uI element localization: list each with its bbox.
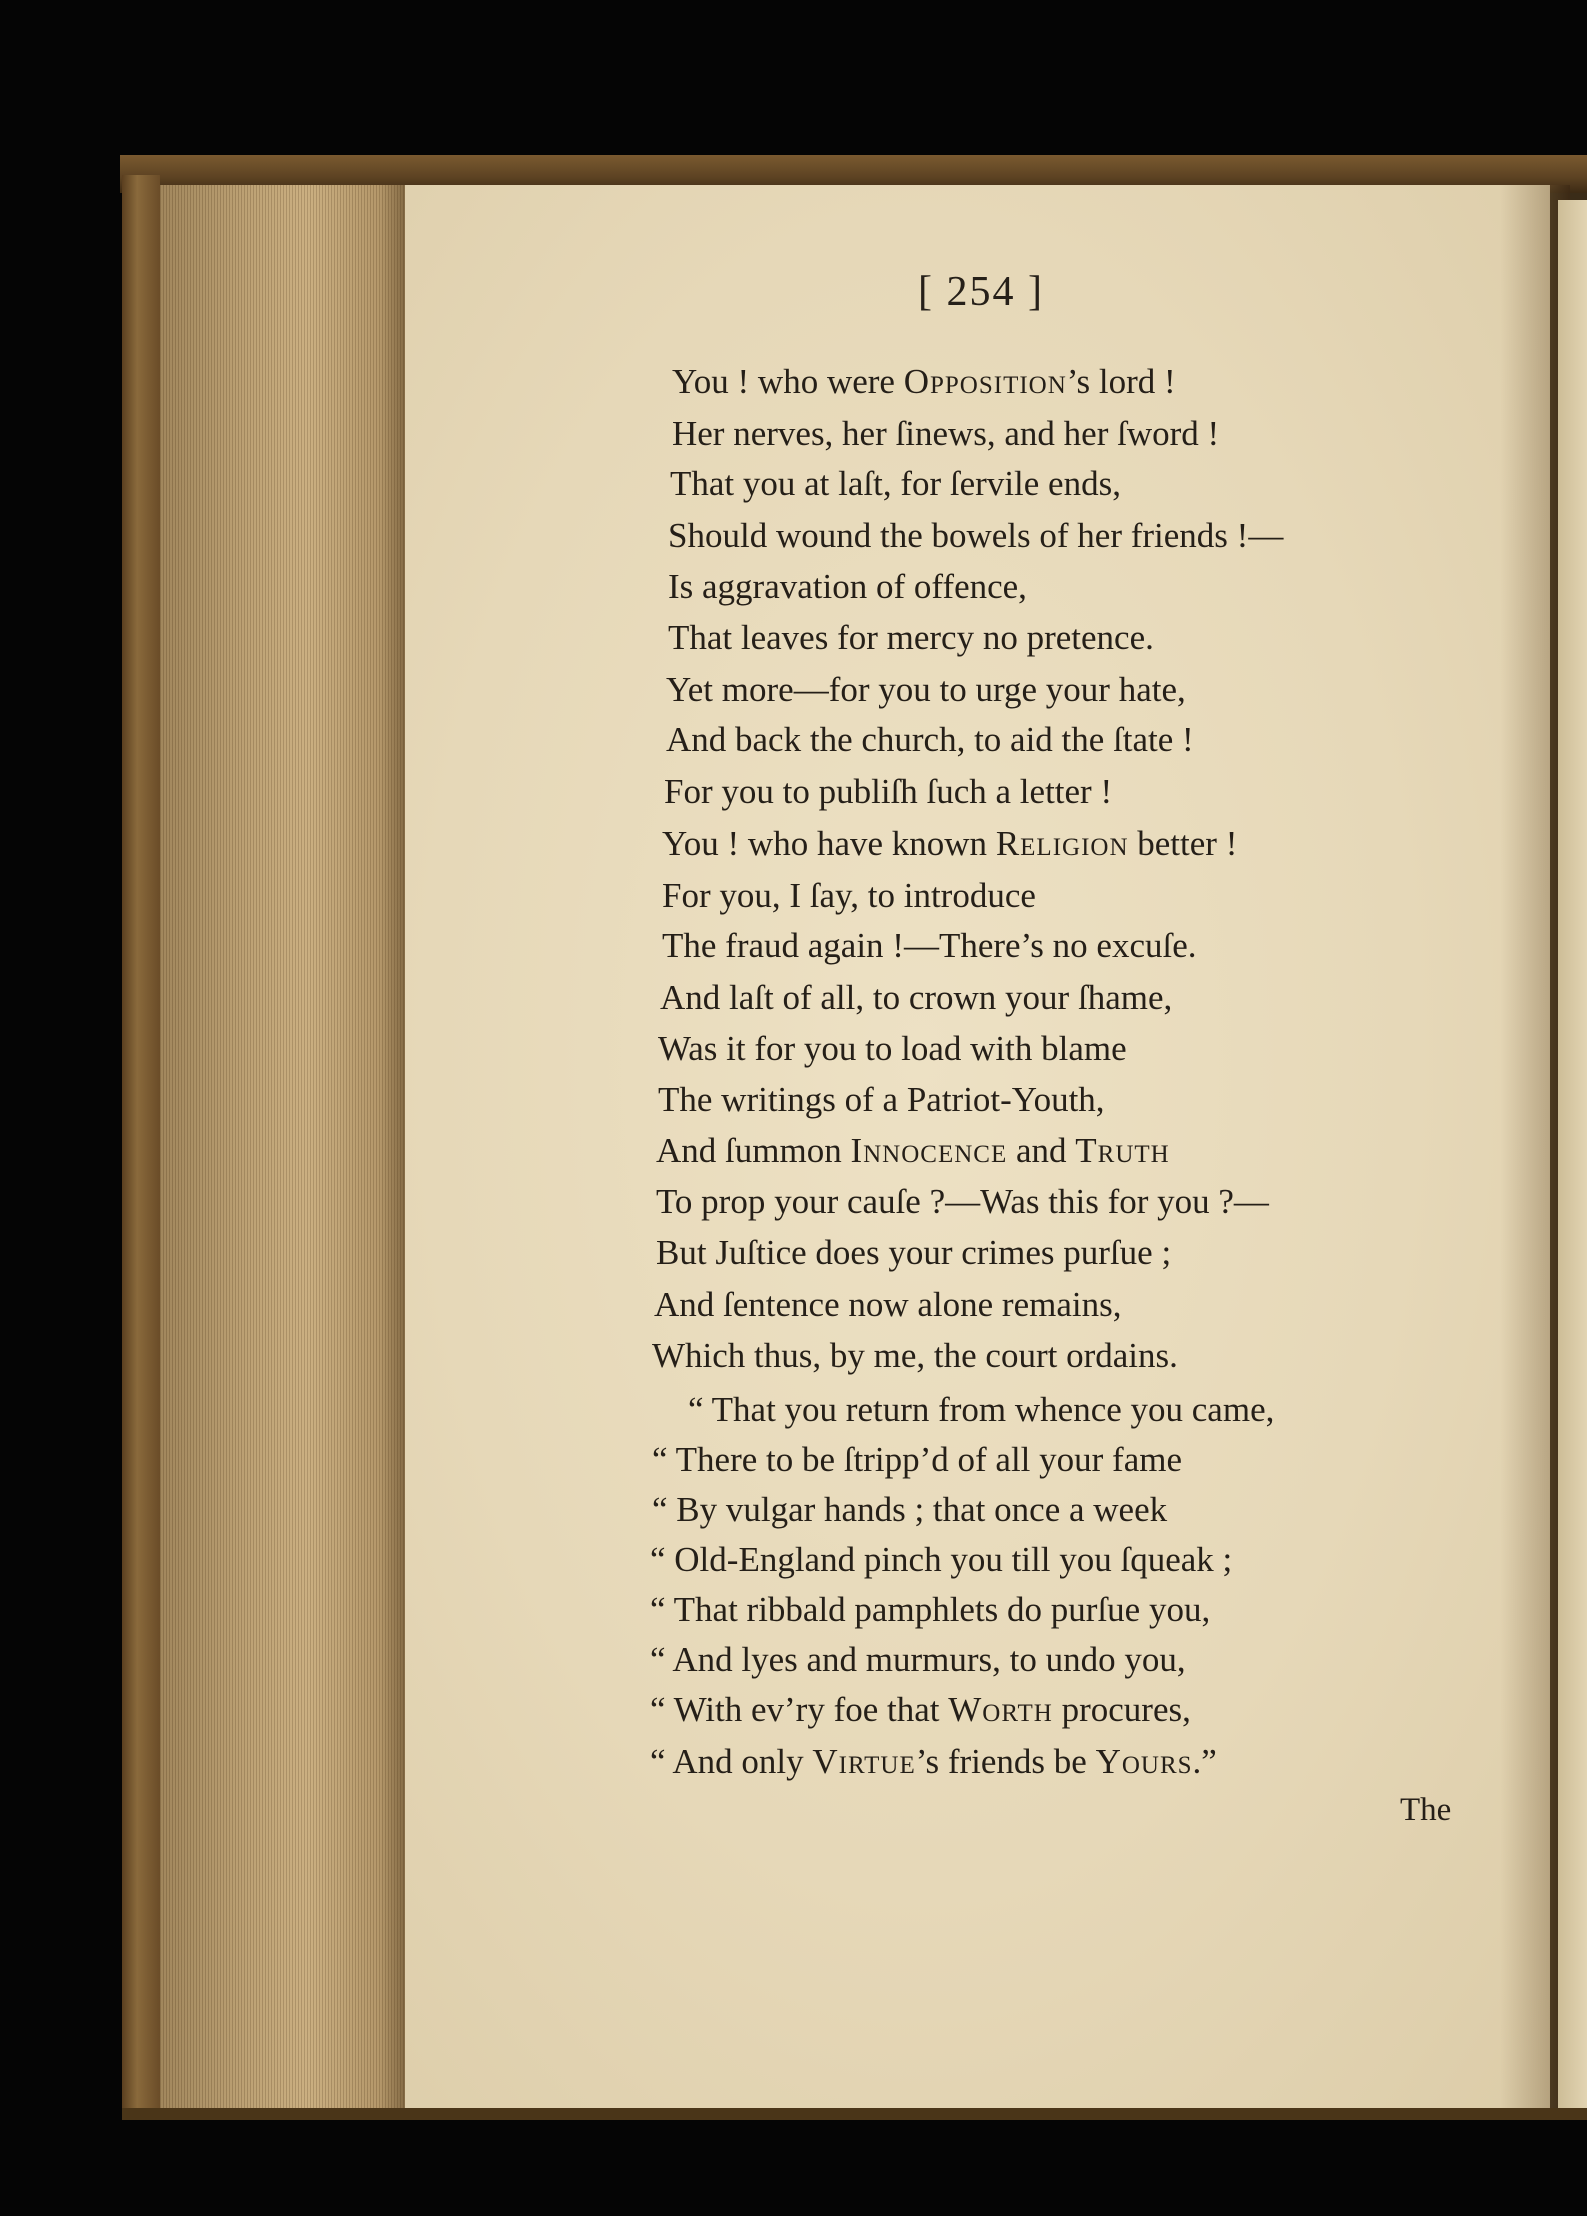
line-text: And ſummon xyxy=(656,1131,851,1170)
line-text: “ By vulgar hands ; that once a week xyxy=(652,1490,1168,1529)
line-text: To prop your cauſe ?—Was this for you ?— xyxy=(656,1182,1269,1221)
poem-line xyxy=(672,414,1219,454)
line-text: “ That you return from whence you came, xyxy=(688,1390,1275,1429)
poem-line xyxy=(666,720,1194,760)
poem-line xyxy=(662,824,1237,864)
line-text: Is aggravation of offence, xyxy=(668,567,1027,606)
poem-line xyxy=(656,1182,1269,1222)
poem-line xyxy=(650,1690,1191,1730)
line-text: Was it for you to load with blame xyxy=(658,1029,1127,1068)
line-text: “ That ribbald pamphlets do purſue you, xyxy=(650,1590,1211,1629)
poem-line xyxy=(658,1029,1127,1069)
line-text: Yet more—for you to urge your hate, xyxy=(666,670,1186,709)
poem-line xyxy=(654,1285,1121,1325)
poem-line xyxy=(652,1490,1167,1530)
line-text: Which thus, by me, the court ordains. xyxy=(652,1336,1178,1375)
poem-line xyxy=(656,1131,1170,1171)
poem-line xyxy=(662,926,1197,966)
line-text: “ There to be ſtripp’d of all your fame xyxy=(652,1440,1182,1479)
line-text: “ And lyes and murmurs, to undo you, xyxy=(650,1640,1186,1679)
poem-line xyxy=(650,1590,1210,1630)
small-caps-word: Innocence xyxy=(850,1131,1008,1170)
line-text: But Juſtice does your crimes purſue ; xyxy=(656,1233,1172,1272)
poem-line xyxy=(660,978,1172,1018)
line-text: ’s lord ! xyxy=(1066,362,1176,401)
small-caps-word: Religion xyxy=(995,824,1129,863)
poem-line xyxy=(672,362,1176,402)
poem-line xyxy=(658,1080,1105,1120)
line-text: “ And only xyxy=(650,1742,813,1781)
small-caps-word: Opposition xyxy=(903,362,1067,401)
page-number: [ 254 ] xyxy=(918,269,1044,315)
small-caps-word: Worth xyxy=(948,1690,1053,1729)
poem-line xyxy=(652,1336,1178,1376)
poem-line xyxy=(666,670,1186,710)
line-text: Should wound the bowels of her friends !— xyxy=(668,516,1284,555)
poem-line xyxy=(668,618,1154,658)
line-text: And back the church, to aid the ſtate ! xyxy=(666,720,1194,759)
line-text: .” xyxy=(1192,1742,1217,1781)
poem-line xyxy=(668,567,1027,607)
poem-line xyxy=(650,1742,1217,1782)
line-text: For you, I ſay, to introduce xyxy=(662,876,1036,915)
line-text: The writings of a Patriot-Youth, xyxy=(658,1080,1105,1119)
line-text: That leaves for mercy no pretence. xyxy=(668,618,1154,657)
line-text: ’s friends be xyxy=(915,1742,1096,1781)
poem-line xyxy=(664,772,1112,812)
poem-line xyxy=(650,1540,1232,1580)
poem-line xyxy=(650,1640,1186,1680)
line-text: and xyxy=(1007,1131,1076,1170)
line-text: And ſentence now alone remains, xyxy=(654,1285,1122,1324)
poem-line xyxy=(662,876,1036,916)
line-text: “ Old-England pinch you till you ſqueak ; xyxy=(650,1540,1233,1579)
small-caps-word: Virtue xyxy=(812,1742,916,1781)
line-text: You ! who have known xyxy=(662,824,996,863)
poem-line xyxy=(668,516,1283,556)
line-text: “ With ev’ry foe that xyxy=(650,1690,949,1729)
line-text: better ! xyxy=(1128,824,1238,863)
line-text: And laſt of all, to crown your ſhame, xyxy=(660,978,1173,1017)
small-caps-word: Yours xyxy=(1095,1742,1193,1781)
line-text: That you at laſt, for ſervile ends, xyxy=(670,464,1121,503)
line-text: The fraud again !—There’s no excuſe. xyxy=(662,926,1197,965)
line-text: Her nerves, her ſinews, and her ſword ! xyxy=(672,414,1220,453)
poem-line xyxy=(652,1440,1182,1480)
poem-line xyxy=(656,1233,1171,1273)
line-text: For you to publiſh ſuch a letter ! xyxy=(664,772,1113,811)
line-text: You ! who were xyxy=(672,362,904,401)
small-caps-word: Truth xyxy=(1075,1131,1170,1170)
catchword: The xyxy=(1400,1792,1452,1828)
poem-line xyxy=(688,1390,1274,1430)
poem-line xyxy=(670,464,1121,504)
line-text: procures, xyxy=(1052,1690,1191,1729)
